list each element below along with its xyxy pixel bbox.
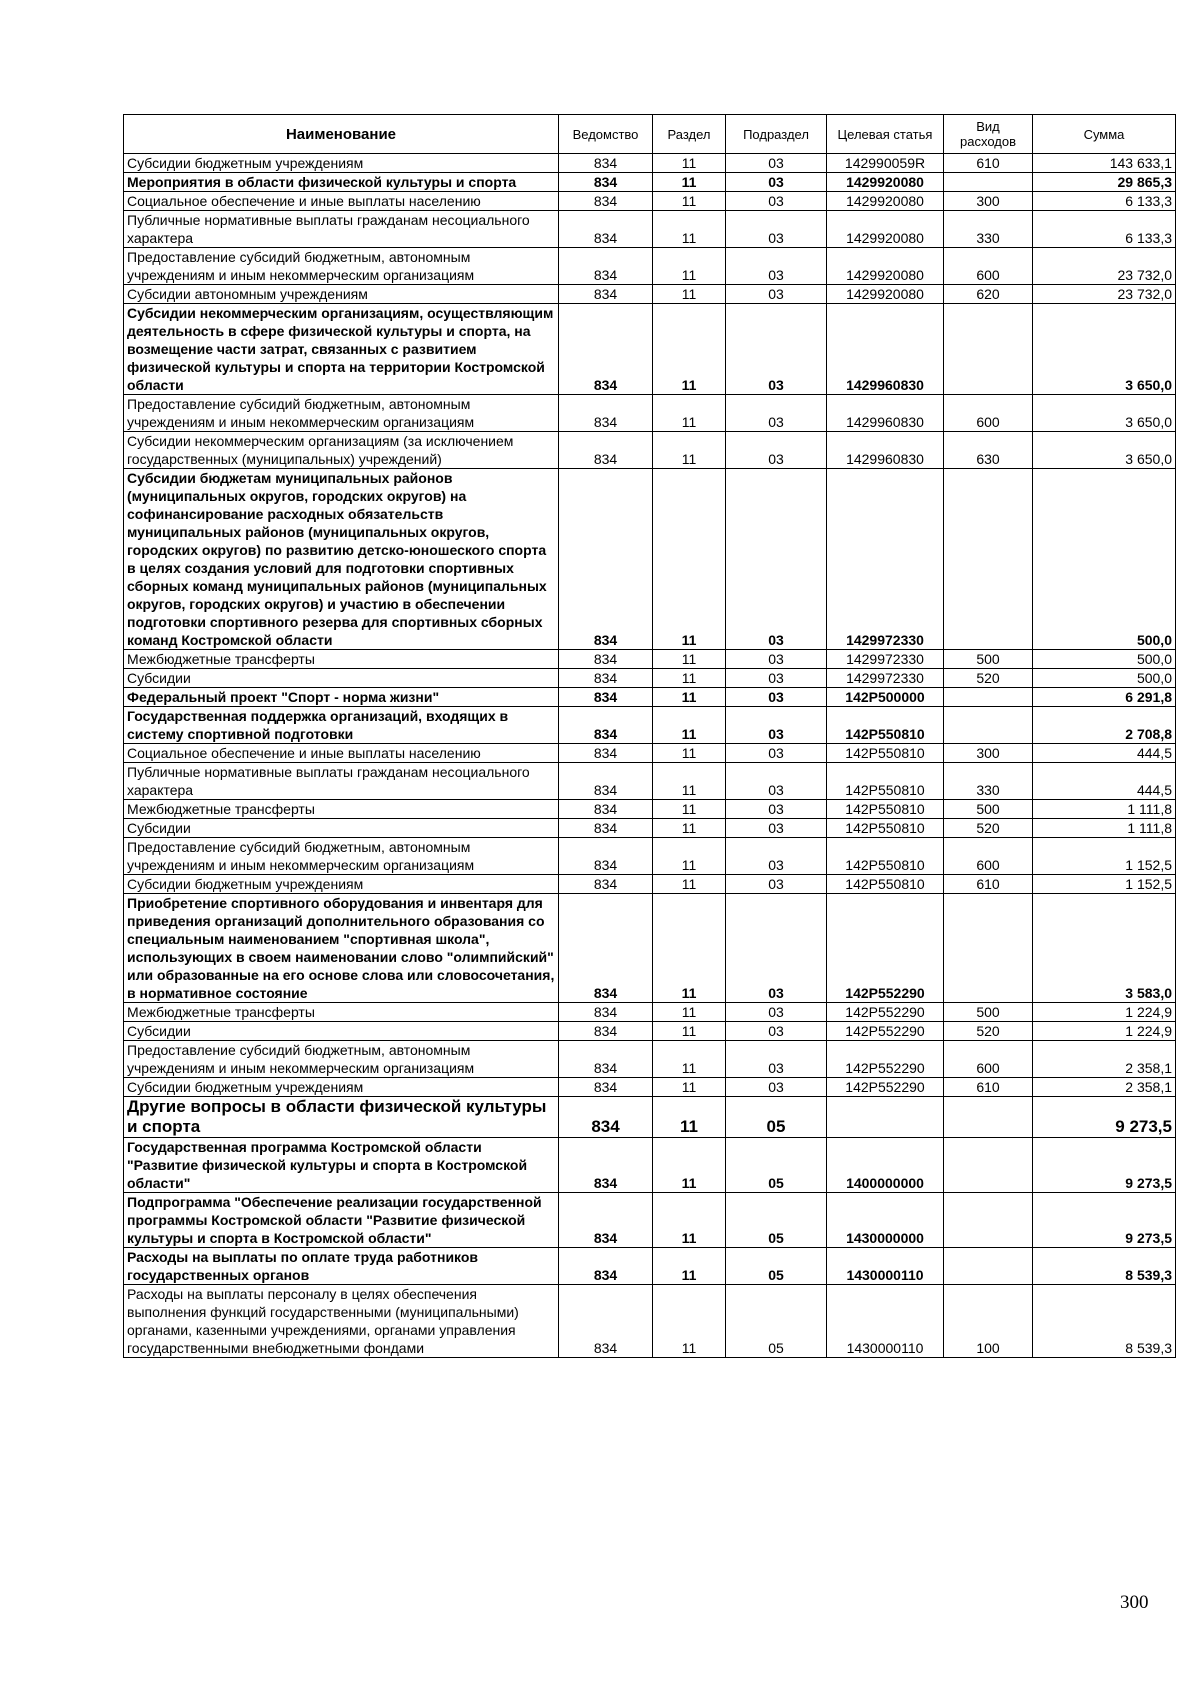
table-row [124, 1193, 1176, 1248]
cell-vedomstvo: 834 [559, 819, 653, 838]
cell-vedomstvo: 834 [559, 1193, 653, 1248]
header-vid-rashodov: Вид расходов [944, 115, 1033, 154]
cell-razdel: 11 [653, 304, 726, 395]
table-body [124, 154, 1176, 1358]
cell-celevaya-statya: 1429972330 [827, 650, 944, 669]
cell-razdel: 11 [653, 1078, 726, 1097]
cell-razdel: 11 [653, 211, 726, 248]
cell-celevaya-statya: 142P500000 [827, 688, 944, 707]
cell-podrazdel: 03 [726, 669, 827, 688]
cell-podrazdel: 05 [726, 1285, 827, 1358]
cell-summa: 500,0 [1033, 669, 1176, 688]
cell-podrazdel: 03 [726, 1003, 827, 1022]
cell-vedomstvo: 834 [559, 1248, 653, 1285]
cell-podrazdel: 03 [726, 1041, 827, 1078]
cell-razdel: 11 [653, 1138, 726, 1193]
cell-celevaya-statya: 1429960830 [827, 395, 944, 432]
table-row [124, 1248, 1176, 1285]
cell-vedomstvo: 834 [559, 173, 653, 192]
cell-celevaya-statya [827, 1097, 944, 1138]
cell-podrazdel: 03 [726, 763, 827, 800]
cell-summa: 6 291,8 [1033, 688, 1176, 707]
cell-summa: 444,5 [1033, 744, 1176, 763]
cell-summa: 444,5 [1033, 763, 1176, 800]
cell-vid-rashodov: 520 [944, 1022, 1033, 1041]
cell-vedomstvo: 834 [559, 650, 653, 669]
cell-podrazdel: 03 [726, 800, 827, 819]
table-row [124, 154, 1176, 173]
table-row [124, 192, 1176, 211]
cell-celevaya-statya: 1429960830 [827, 432, 944, 469]
table-row [124, 211, 1176, 248]
cell-vedomstvo: 834 [559, 1285, 653, 1358]
cell-name: Социальное обеспечение и иные выплаты населению [124, 744, 559, 763]
cell-celevaya-statya: 1429920080 [827, 211, 944, 248]
cell-podrazdel: 05 [726, 1193, 827, 1248]
cell-summa: 23 732,0 [1033, 248, 1176, 285]
cell-vedomstvo: 834 [559, 469, 653, 650]
cell-podrazdel: 03 [726, 432, 827, 469]
cell-podrazdel: 03 [726, 1078, 827, 1097]
cell-podrazdel: 03 [726, 650, 827, 669]
cell-vid-rashodov: 610 [944, 875, 1033, 894]
cell-celevaya-statya: 142990059R [827, 154, 944, 173]
cell-summa: 3 650,0 [1033, 304, 1176, 395]
cell-podrazdel: 03 [726, 469, 827, 650]
cell-celevaya-statya: 1430000110 [827, 1248, 944, 1285]
cell-summa: 1 111,8 [1033, 800, 1176, 819]
cell-razdel: 11 [653, 800, 726, 819]
cell-name: Субсидии бюджетным учреждениям [124, 154, 559, 173]
cell-name: Расходы на выплаты персоналу в целях обеспечения выполнения функций государственными (муниципальными) органами, казенными учреждениями, органами управления государственными внебюджетными фондами [124, 1285, 559, 1358]
cell-name: Предоставление субсидий бюджетным, автономным учреждениям и иным некоммерческим организациям [124, 1041, 559, 1078]
cell-celevaya-statya: 1429920080 [827, 248, 944, 285]
table-row [124, 669, 1176, 688]
cell-razdel: 11 [653, 669, 726, 688]
cell-vid-rashodov: 330 [944, 763, 1033, 800]
cell-celevaya-statya: 142P550810 [827, 875, 944, 894]
cell-razdel: 11 [653, 432, 726, 469]
cell-name: Расходы на выплаты по оплате труда работников государственных органов [124, 1248, 559, 1285]
cell-razdel: 11 [653, 819, 726, 838]
cell-summa: 1 152,5 [1033, 838, 1176, 875]
cell-vedomstvo: 834 [559, 1041, 653, 1078]
cell-celevaya-statya: 1429920080 [827, 192, 944, 211]
cell-vedomstvo: 834 [559, 432, 653, 469]
cell-name: Субсидии бюджетным учреждениям [124, 1078, 559, 1097]
cell-summa: 23 732,0 [1033, 285, 1176, 304]
cell-celevaya-statya: 1429972330 [827, 469, 944, 650]
cell-celevaya-statya: 1430000000 [827, 1193, 944, 1248]
cell-summa: 3 650,0 [1033, 432, 1176, 469]
cell-name: Межбюджетные трансферты [124, 1003, 559, 1022]
cell-vedomstvo: 834 [559, 707, 653, 744]
table-row [124, 1041, 1176, 1078]
cell-name: Межбюджетные трансферты [124, 800, 559, 819]
cell-celevaya-statya: 142P550810 [827, 707, 944, 744]
cell-podrazdel: 03 [726, 1022, 827, 1041]
cell-summa: 2 708,8 [1033, 707, 1176, 744]
cell-name: Государственная программа Костромской области "Развитие физической культуры и спорта в Костромской области" [124, 1138, 559, 1193]
cell-vid-rashodov: 330 [944, 211, 1033, 248]
cell-vedomstvo: 834 [559, 744, 653, 763]
cell-vid-rashodov: 100 [944, 1285, 1033, 1358]
cell-summa: 500,0 [1033, 650, 1176, 669]
cell-razdel: 11 [653, 763, 726, 800]
cell-podrazdel: 03 [726, 154, 827, 173]
cell-razdel: 11 [653, 1097, 726, 1138]
cell-razdel: 11 [653, 154, 726, 173]
cell-celevaya-statya: 142P552290 [827, 1003, 944, 1022]
cell-vid-rashodov: 300 [944, 192, 1033, 211]
table-row [124, 285, 1176, 304]
header-razdel: Раздел [653, 115, 726, 154]
cell-razdel: 11 [653, 1285, 726, 1358]
cell-vedomstvo: 834 [559, 285, 653, 304]
cell-razdel: 11 [653, 650, 726, 669]
cell-vid-rashodov: 600 [944, 1041, 1033, 1078]
cell-vid-rashodov [944, 1097, 1033, 1138]
cell-vid-rashodov: 600 [944, 395, 1033, 432]
cell-vid-rashodov: 500 [944, 650, 1033, 669]
cell-vid-rashodov [944, 1193, 1033, 1248]
cell-name: Субсидии некоммерческим организациям, осуществляющим деятельность в сфере физической культуры и спорта, на возмещение части затрат, связанных с развитием физической культуры и спорта на территории Костромской области [124, 304, 559, 395]
cell-name: Приобретение спортивного оборудования и инвентаря для приведения организаций дополнительного образования со специальным наименованием "спортивная школа", использующих в своем наименовании слово "олимпийский" или образованные на его основе слова или словосочетания, в нормативное состояние [124, 894, 559, 1003]
cell-vedomstvo: 834 [559, 192, 653, 211]
cell-summa: 9 273,5 [1033, 1138, 1176, 1193]
cell-name: Подпрограмма "Обеспечение реализации государственной программы Костромской области "Развитие физической культуры и спорта в Костромской области" [124, 1193, 559, 1248]
cell-vedomstvo: 834 [559, 1097, 653, 1138]
cell-podrazdel: 05 [726, 1097, 827, 1138]
cell-vid-rashodov: 610 [944, 154, 1033, 173]
header-podrazdel: Подраздел [726, 115, 827, 154]
cell-vid-rashodov: 500 [944, 800, 1033, 819]
cell-vid-rashodov: 500 [944, 1003, 1033, 1022]
cell-vedomstvo: 834 [559, 1138, 653, 1193]
cell-vid-rashodov [944, 469, 1033, 650]
cell-vedomstvo: 834 [559, 211, 653, 248]
cell-celevaya-statya: 142P552290 [827, 894, 944, 1003]
cell-name: Государственная поддержка организаций, входящих в систему спортивной подготовки [124, 707, 559, 744]
table-row [124, 395, 1176, 432]
table-row [124, 248, 1176, 285]
cell-summa: 2 358,1 [1033, 1041, 1176, 1078]
cell-name: Субсидии [124, 669, 559, 688]
cell-summa: 29 865,3 [1033, 173, 1176, 192]
cell-vid-rashodov [944, 688, 1033, 707]
cell-vedomstvo: 834 [559, 838, 653, 875]
cell-vid-rashodov: 610 [944, 1078, 1033, 1097]
cell-vid-rashodov [944, 1138, 1033, 1193]
cell-podrazdel: 03 [726, 875, 827, 894]
cell-razdel: 11 [653, 173, 726, 192]
cell-vedomstvo: 834 [559, 154, 653, 173]
cell-vid-rashodov [944, 304, 1033, 395]
budget-table [123, 114, 1176, 1358]
cell-name: Мероприятия в области физической культуры и спорта [124, 173, 559, 192]
table-row [124, 1138, 1176, 1193]
cell-podrazdel: 03 [726, 211, 827, 248]
cell-summa: 1 224,9 [1033, 1022, 1176, 1041]
cell-celevaya-statya: 142P552290 [827, 1022, 944, 1041]
cell-celevaya-statya: 1429972330 [827, 669, 944, 688]
cell-celevaya-statya: 1429920080 [827, 173, 944, 192]
cell-summa: 8 539,3 [1033, 1285, 1176, 1358]
cell-summa: 8 539,3 [1033, 1248, 1176, 1285]
cell-podrazdel: 03 [726, 304, 827, 395]
cell-podrazdel: 03 [726, 819, 827, 838]
cell-podrazdel: 03 [726, 173, 827, 192]
cell-vid-rashodov: 520 [944, 819, 1033, 838]
cell-summa: 500,0 [1033, 469, 1176, 650]
cell-name: Предоставление субсидий бюджетным, автономным учреждениям и иным некоммерческим организациям [124, 248, 559, 285]
cell-vid-rashodov [944, 173, 1033, 192]
cell-celevaya-statya: 142P550810 [827, 819, 944, 838]
cell-summa: 1 111,8 [1033, 819, 1176, 838]
cell-podrazdel: 03 [726, 248, 827, 285]
cell-razdel: 11 [653, 1041, 726, 1078]
cell-name: Предоставление субсидий бюджетным, автономным учреждениям и иным некоммерческим организациям [124, 838, 559, 875]
cell-name: Предоставление субсидий бюджетным, автономным учреждениям и иным некоммерческим организациям [124, 395, 559, 432]
cell-name: Субсидии бюджетным учреждениям [124, 875, 559, 894]
table-row [124, 1285, 1176, 1358]
cell-name: Федеральный проект "Спорт - норма жизни" [124, 688, 559, 707]
cell-celevaya-statya: 1429920080 [827, 285, 944, 304]
cell-podrazdel: 05 [726, 1138, 827, 1193]
cell-vid-rashodov [944, 1248, 1033, 1285]
cell-name: Другие вопросы в области физической культуры и спорта [124, 1097, 559, 1138]
cell-razdel: 11 [653, 1022, 726, 1041]
header-vedomstvo: Ведомство [559, 115, 653, 154]
cell-celevaya-statya: 142P550810 [827, 763, 944, 800]
cell-podrazdel: 03 [726, 285, 827, 304]
cell-summa: 143 633,1 [1033, 154, 1176, 173]
cell-celevaya-statya: 142P550810 [827, 800, 944, 819]
cell-razdel: 11 [653, 688, 726, 707]
cell-summa: 9 273,5 [1033, 1097, 1176, 1138]
cell-vedomstvo: 834 [559, 800, 653, 819]
cell-podrazdel: 03 [726, 838, 827, 875]
cell-summa: 1 224,9 [1033, 1003, 1176, 1022]
header-summa: Сумма [1033, 115, 1176, 154]
cell-razdel: 11 [653, 248, 726, 285]
cell-summa: 3 583,0 [1033, 894, 1176, 1003]
cell-vedomstvo: 834 [559, 1078, 653, 1097]
cell-vedomstvo: 834 [559, 875, 653, 894]
header-celevaya-statya: Целевая статья [827, 115, 944, 154]
cell-vedomstvo: 834 [559, 395, 653, 432]
table-row [124, 1003, 1176, 1022]
cell-celevaya-statya: 142P550810 [827, 744, 944, 763]
table-header-row [124, 115, 1176, 154]
cell-vid-rashodov: 520 [944, 669, 1033, 688]
table-row [124, 1022, 1176, 1041]
cell-summa: 6 133,3 [1033, 192, 1176, 211]
page-number: 300 [1120, 1592, 1149, 1613]
cell-celevaya-statya: 1400000000 [827, 1138, 944, 1193]
cell-razdel: 11 [653, 285, 726, 304]
table-row [124, 173, 1176, 192]
cell-razdel: 11 [653, 894, 726, 1003]
cell-vid-rashodov: 600 [944, 248, 1033, 285]
cell-name: Публичные нормативные выплаты гражданам несоциального характера [124, 211, 559, 248]
cell-vedomstvo: 834 [559, 304, 653, 395]
cell-podrazdel: 03 [726, 395, 827, 432]
cell-name: Субсидии [124, 1022, 559, 1041]
cell-vedomstvo: 834 [559, 763, 653, 800]
cell-razdel: 11 [653, 1193, 726, 1248]
cell-vid-rashodov [944, 707, 1033, 744]
table-row [124, 800, 1176, 819]
table-row [124, 819, 1176, 838]
cell-summa: 9 273,5 [1033, 1193, 1176, 1248]
cell-vedomstvo: 834 [559, 1003, 653, 1022]
cell-razdel: 11 [653, 469, 726, 650]
cell-vid-rashodov: 600 [944, 838, 1033, 875]
cell-vedomstvo: 834 [559, 669, 653, 688]
cell-name: Субсидии бюджетам муниципальных районов (муниципальных округов, городских округов) на софинансирование расходных обязательств муниципальных районов (муниципальных округов, городских округов) по развитию детско-юношеского спорта в целях создания условий для подготовки спортивных сборных команд муниципальных районов (муниципальных округов, городских округов) и участию в обеспечении подготовки спортивного резерва для спортивных сборных команд Костромской области [124, 469, 559, 650]
table-row [124, 707, 1176, 744]
cell-summa: 6 133,3 [1033, 211, 1176, 248]
cell-razdel: 11 [653, 875, 726, 894]
header-name: Наименование [124, 115, 559, 154]
cell-razdel: 11 [653, 707, 726, 744]
cell-summa: 1 152,5 [1033, 875, 1176, 894]
cell-podrazdel: 03 [726, 192, 827, 211]
cell-vedomstvo: 834 [559, 1022, 653, 1041]
cell-razdel: 11 [653, 838, 726, 875]
cell-name: Субсидии некоммерческим организациям (за исключением государственных (муниципальных) учреждений) [124, 432, 559, 469]
cell-vid-rashodov: 300 [944, 744, 1033, 763]
cell-name: Социальное обеспечение и иные выплаты населению [124, 192, 559, 211]
table-row [124, 875, 1176, 894]
cell-vid-rashodov: 620 [944, 285, 1033, 304]
cell-name: Межбюджетные трансферты [124, 650, 559, 669]
cell-celevaya-statya: 142P552290 [827, 1078, 944, 1097]
cell-vedomstvo: 834 [559, 248, 653, 285]
table-row [124, 688, 1176, 707]
cell-podrazdel: 03 [726, 894, 827, 1003]
cell-summa: 2 358,1 [1033, 1078, 1176, 1097]
table-row [124, 469, 1176, 650]
cell-podrazdel: 03 [726, 688, 827, 707]
cell-podrazdel: 05 [726, 1248, 827, 1285]
cell-celevaya-statya: 142P552290 [827, 1041, 944, 1078]
table-row [124, 432, 1176, 469]
table-row [124, 1097, 1176, 1138]
cell-celevaya-statya: 1430000110 [827, 1285, 944, 1358]
cell-podrazdel: 03 [726, 707, 827, 744]
cell-razdel: 11 [653, 1003, 726, 1022]
cell-vid-rashodov [944, 894, 1033, 1003]
cell-name: Субсидии [124, 819, 559, 838]
table-row [124, 763, 1176, 800]
cell-razdel: 11 [653, 1248, 726, 1285]
cell-vedomstvo: 834 [559, 688, 653, 707]
table-row [124, 304, 1176, 395]
cell-razdel: 11 [653, 192, 726, 211]
cell-vedomstvo: 834 [559, 894, 653, 1003]
cell-podrazdel: 03 [726, 744, 827, 763]
cell-celevaya-statya: 1429960830 [827, 304, 944, 395]
cell-name: Субсидии автономным учреждениям [124, 285, 559, 304]
cell-summa: 3 650,0 [1033, 395, 1176, 432]
table-row [124, 838, 1176, 875]
cell-name: Публичные нормативные выплаты гражданам несоциального характера [124, 763, 559, 800]
cell-razdel: 11 [653, 395, 726, 432]
table-row [124, 1078, 1176, 1097]
cell-celevaya-statya: 142P550810 [827, 838, 944, 875]
cell-vid-rashodov: 630 [944, 432, 1033, 469]
table-row [124, 744, 1176, 763]
table-row [124, 650, 1176, 669]
cell-razdel: 11 [653, 744, 726, 763]
table-row [124, 894, 1176, 1003]
